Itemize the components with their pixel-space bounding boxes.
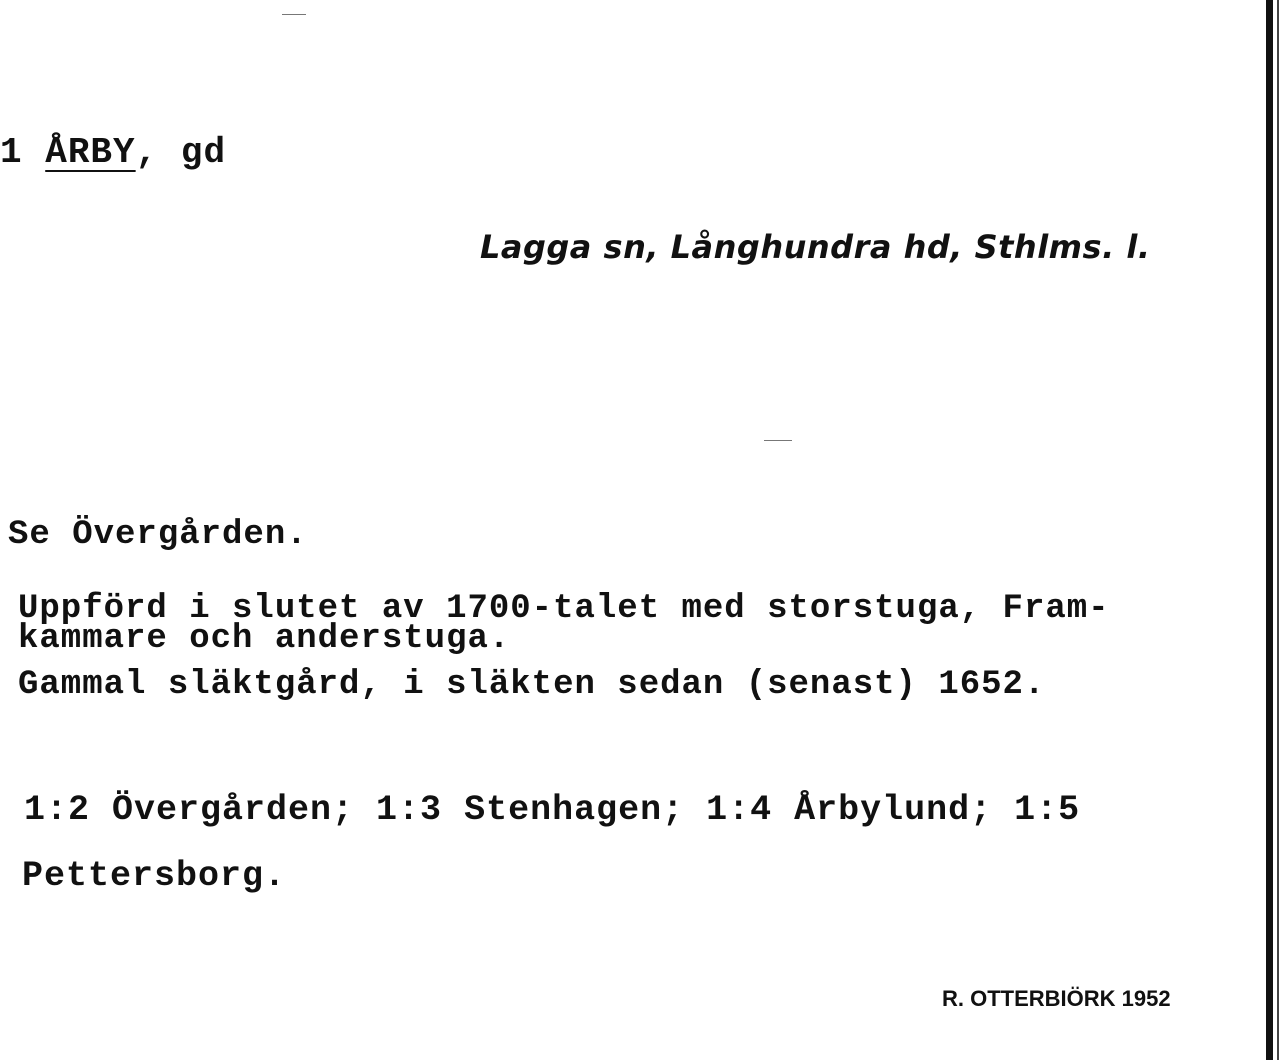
signature: R. OTTERBIÖRK 1952: [942, 986, 1171, 1011]
parts-line: 1:2 Övergården; 1:3 Stenhagen; 1:4 Årbylund; 1:5: [24, 790, 1081, 830]
scan-speck: [764, 440, 792, 441]
description-line: Gammal släktgård, i släkten sedan (senast) 1652.: [18, 666, 1046, 704]
see-reference: Se Övergården.: [8, 516, 308, 554]
location-line: Lagga sn, Långhundra hd, Sthlms. l.: [480, 228, 1151, 266]
place-type: gd: [180, 132, 227, 173]
card-edge-line: [1277, 0, 1279, 1060]
entry-heading: [0, 132, 226, 173]
scan-speck: [282, 14, 306, 15]
parts-line: Pettersborg.: [22, 856, 287, 896]
description-line: kammare och anderstuga.: [18, 620, 511, 658]
description-line: Uppförd i slutet av 1700-talet med storstuga, Fram-: [18, 590, 1110, 628]
entry-number: 1: [0, 132, 23, 173]
place-name: ÅRBY: [45, 132, 136, 173]
card-edge-shadow: [1266, 0, 1273, 1060]
heading-separator: ,: [135, 132, 159, 173]
